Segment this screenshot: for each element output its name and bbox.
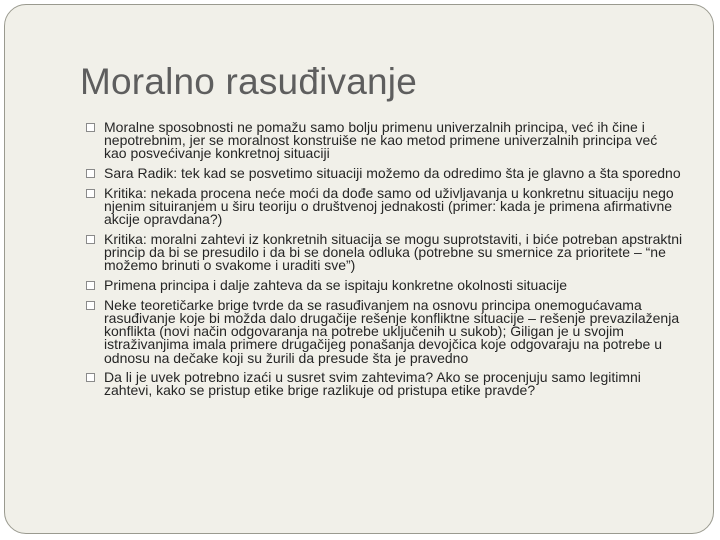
bullet-text: Sara Radik: tek kad se posvetimo situaciji možemo da odredimo šta je glavno a šta sporedno [104,165,681,182]
checkbox-square-icon [86,281,95,290]
bullet-text: Kritika: nekada procena neće moći da dođe samo od uživljavanja u konkretnu situaciju nego njenim situiranjem u širu teoriju o društvenoj jednakosti (primer: kada je primena afirmativne akcije opravdana?) [104,184,674,228]
bullet-item [83,371,683,397]
bullet-text: Neke teoretičarke brige tvrde da se rasuđivanjem na osnovu principa onemogućavama rasuđivanje koje bi možda dalo drugačije rešenje konfliktne situacije – rešenje prevazilaženja konflikta (novi način odgovaranja na potrebe uključenih u sukob); Giligan je u svojim istraživanjima imala primere drugačijeg ponašanja devojčica koje odgovaraju na potrebe u odnosu na dečake koji su žurili da presude šta je pravedno [104,296,680,366]
bullet-text: Moralne sposobnosti ne pomažu samo bolju primenu univerzalnih principa, već ih čine i nepotrebnim, jer se moralnost konstruiše ne kao metod primene univerzalnih principa već kao posvećivanje konkretnoj situaciji [104,119,658,162]
bullet-item [83,279,683,292]
slide-frame [4,4,714,534]
checkbox-square-icon [86,189,95,198]
bullet-list [83,121,683,404]
bullet-item [83,167,683,180]
bullet-item [83,296,683,366]
bullet-item [83,184,683,228]
bullet-item [83,230,683,274]
checkbox-square-icon [86,301,95,310]
checkbox-square-icon [86,373,95,382]
checkbox-square-icon [86,235,95,244]
bullet-text: Kritika: moralni zahtevi iz konkretnih situacija se mogu suprotstaviti, i biće potreban apstraktni princip da bi se presudilo i da bi se donela odluka (potrebne su smernice za prioritete – “ne možemo brinuti o svakome i uraditi sve”) [104,230,683,274]
bullet-text: Da li je uvek potrebno izaći u susret svim zahtevima? Ako se procenjuju samo legitimni zahtevi, kako se pristup etike brige razlikuje od pristupa etike pravde? [104,369,641,399]
checkbox-square-icon [86,123,95,132]
checkbox-square-icon [86,169,95,178]
bullet-text: Primena principa i dalje zahteva da se ispitaju konkretne okolnosti situacije [104,277,568,294]
slide-title: Moralno rasuđivanje [80,61,417,102]
bullet-item [83,121,683,161]
